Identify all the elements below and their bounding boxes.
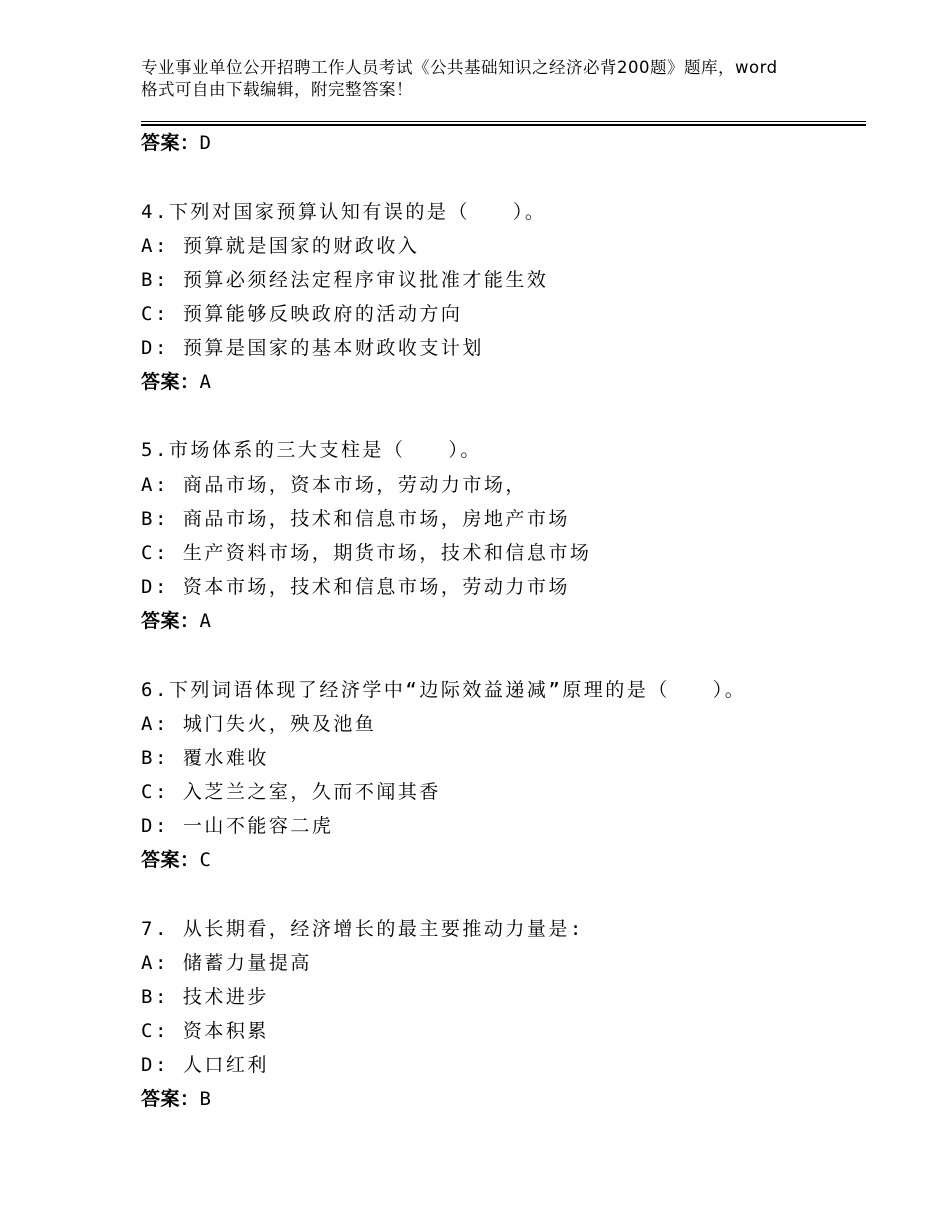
answer-value: A	[199, 610, 212, 632]
question-option: D: 人口红利	[141, 1054, 269, 1076]
answer-label: 答案：	[141, 132, 200, 154]
header-divider-thin	[141, 121, 866, 122]
answer-label: 答案：	[141, 1088, 200, 1110]
question-title: 7. 从长期看，经济增长的最主要推动力量是:	[141, 918, 584, 940]
question-option: B: 预算必须经法定程序审议批准才能生效	[141, 269, 549, 291]
question-title: 5.市场体系的三大支柱是（ ）。	[141, 439, 482, 461]
question-option: A: 城门失火，殃及池鱼	[141, 713, 377, 735]
question-title: 6.下列词语体现了经济学中“边际效益递减”原理的是（ ）。	[141, 679, 747, 701]
question-option: B: 技术进步	[141, 986, 269, 1008]
question-option: C: 资本积累	[141, 1020, 269, 1042]
header-divider-thick	[141, 124, 866, 126]
question-option: D: 预算是国家的基本财政收支计划	[141, 337, 484, 359]
question-option: A: 商品市场，资本市场，劳动力市场，	[141, 474, 527, 496]
question-option: A: 储蓄力量提高	[141, 952, 312, 974]
answer-value: D	[199, 132, 212, 154]
answer-line	[141, 369, 211, 395]
question-option: D: 资本市场，技术和信息市场，劳动力市场	[141, 576, 570, 598]
question-option: B: 覆水难收	[141, 747, 269, 769]
answer-value: A	[199, 371, 212, 393]
document-header: 专业事业单位公开招聘工作人员考试《公共基础知识之经济必背200题》题库，word格式可自由下载编辑，附完整答案！	[141, 58, 778, 99]
answer-value: B	[199, 1088, 212, 1110]
question-option: C: 生产资料市场，期货市场，技术和信息市场	[141, 542, 592, 564]
answer-label: 答案：	[141, 371, 200, 393]
question-option: B: 商品市场，技术和信息市场，房地产市场	[141, 508, 570, 530]
question-option: C: 预算能够反映政府的活动方向	[141, 303, 463, 325]
question-option: D: 一山不能容二虎	[141, 815, 334, 837]
answer-line	[141, 608, 211, 634]
answer-line	[141, 1086, 211, 1112]
answer-label: 答案：	[141, 610, 200, 632]
answer-line	[141, 130, 211, 156]
answer-value: C	[199, 849, 212, 871]
question-option: A: 预算就是国家的财政收入	[141, 235, 420, 257]
answer-label: 答案：	[141, 849, 200, 871]
question-title: 4.下列对国家预算认知有误的是（ ）。	[141, 201, 547, 223]
question-option: C: 入芝兰之室，久而不闻其香	[141, 781, 441, 803]
answer-line	[141, 847, 211, 873]
